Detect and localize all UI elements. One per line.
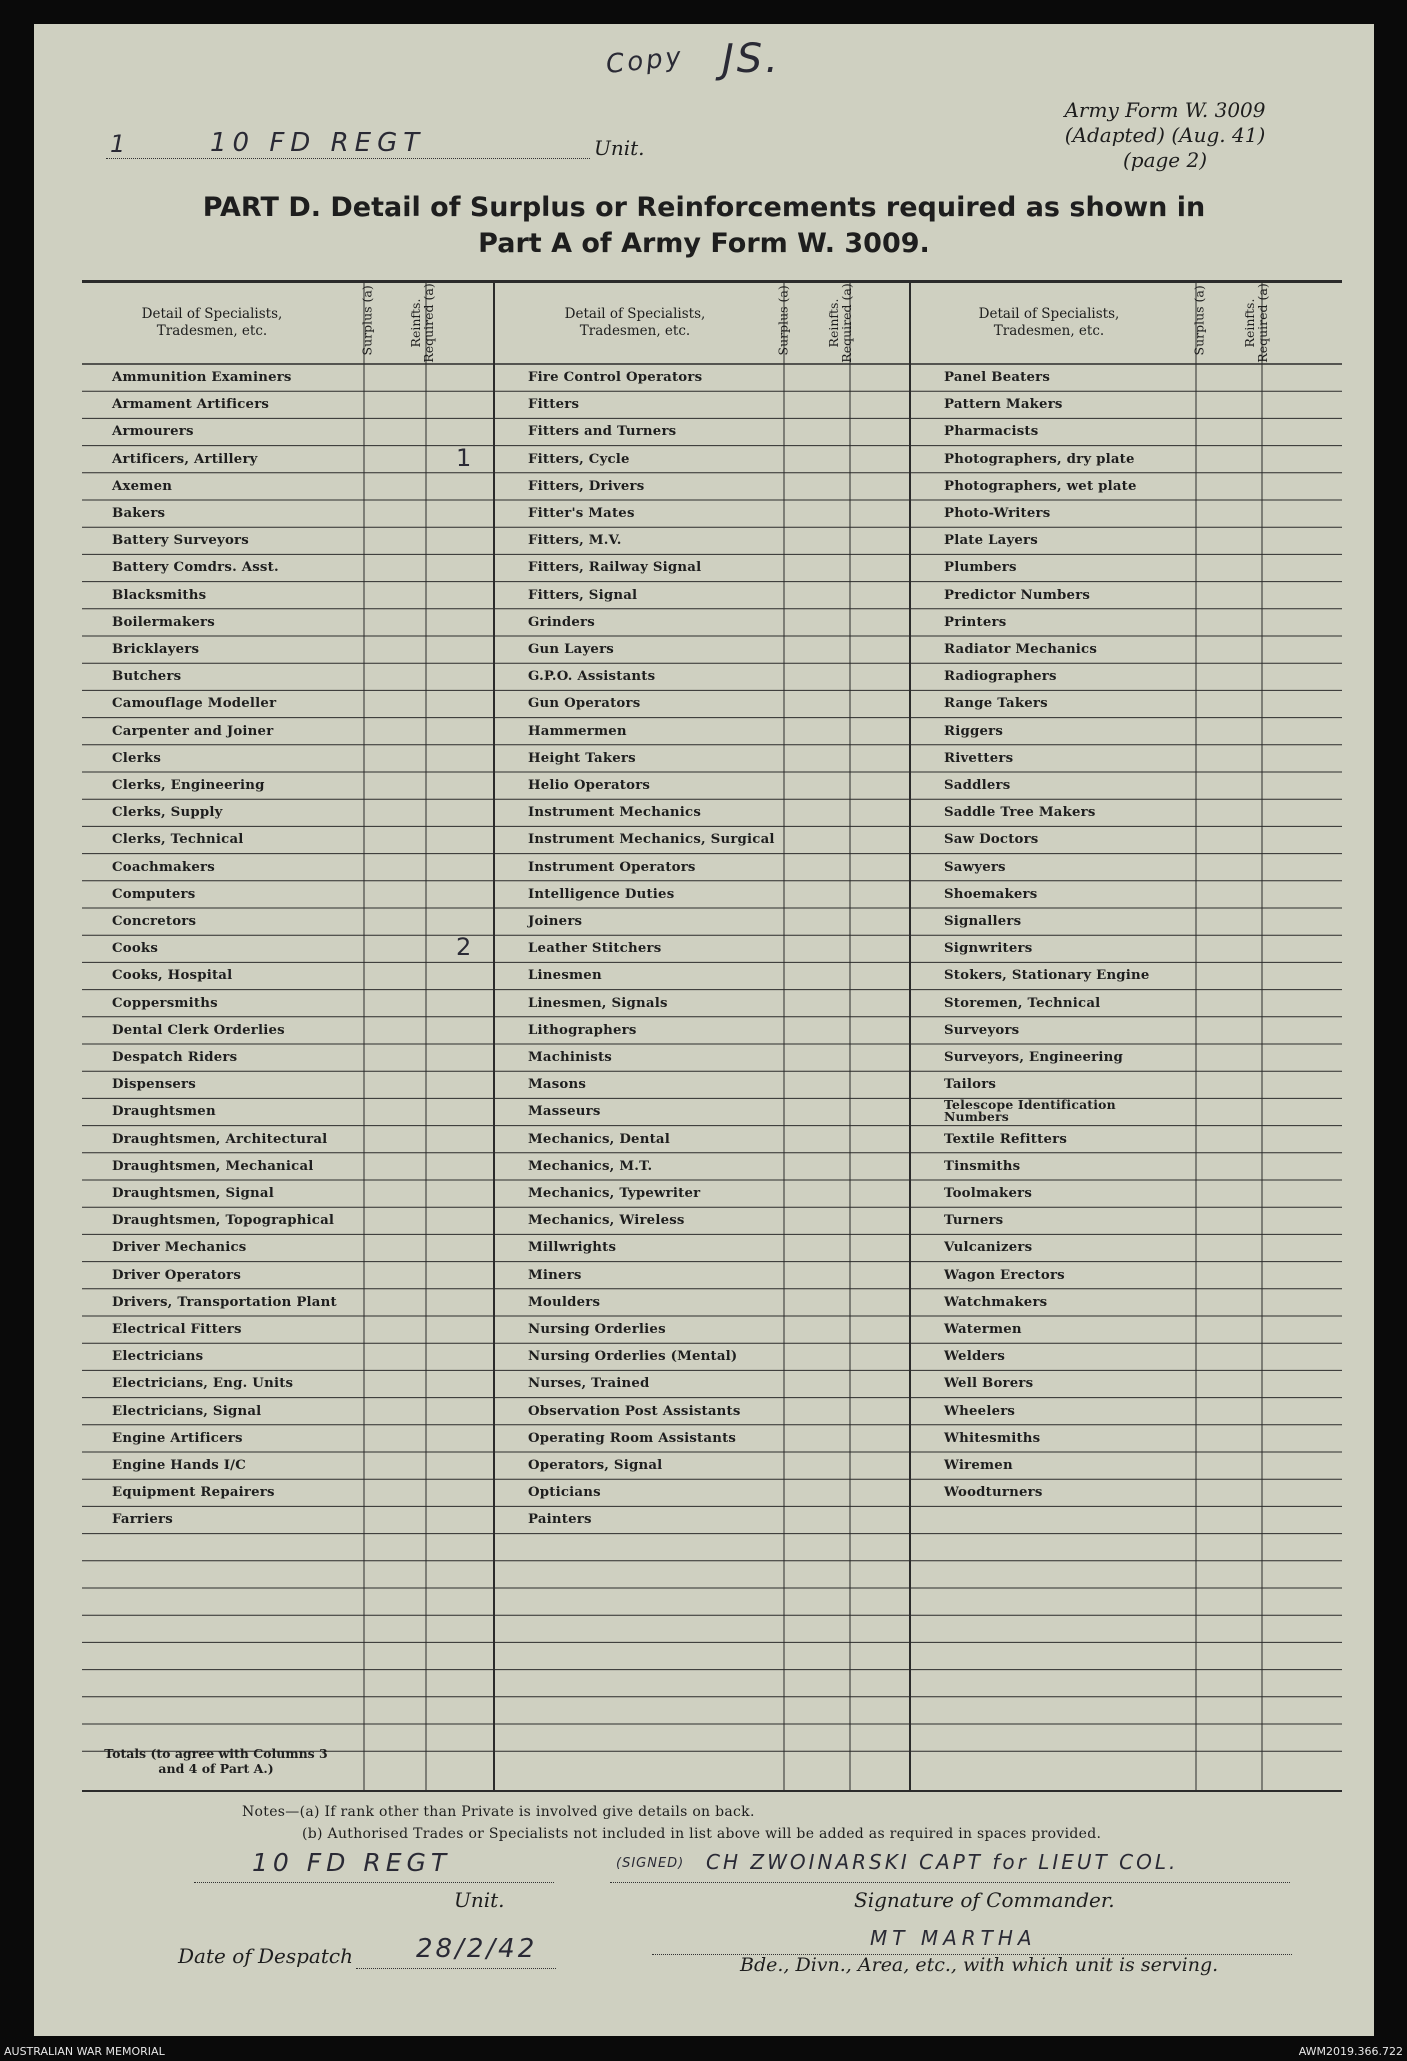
unit-prefix: 1: [110, 130, 129, 158]
trade-row-label: Boilermakers: [112, 614, 215, 630]
trade-row-label: Painters: [528, 1512, 592, 1528]
trade-row-label: Signallers: [944, 914, 1022, 929]
trade-row-label: Clerks, Technical: [112, 832, 244, 848]
trade-row-label: Tailors: [944, 1077, 997, 1093]
trade-row-label: Watchmakers: [944, 1294, 1048, 1310]
trade-row-label: Telescope Identification Numbers: [944, 1097, 1116, 1125]
trade-row-label: Mechanics, Wireless: [528, 1213, 685, 1229]
col-header-2: Detail of Specialists, Tradesmen, etc.: [564, 306, 706, 339]
note-a: Notes—(a) If rank other than Private is involved give details on back.: [242, 1804, 755, 1820]
trade-row-label: Surveyors, Engineering: [944, 1050, 1123, 1065]
trade-row-label: Well Borers: [944, 1376, 1034, 1392]
trade-row-label: Dispensers: [112, 1077, 196, 1093]
unit-dotted-line: [106, 158, 590, 159]
trade-row-label: Linesmen: [528, 968, 602, 984]
trade-row-label: Observation Post Assistants: [528, 1403, 741, 1419]
trade-row-label: Intelligence Duties: [528, 886, 675, 902]
trade-row-label: Equipment Repairers: [112, 1485, 275, 1501]
trade-row-label: Saddle Tree Makers: [944, 805, 1096, 821]
trade-row-label: Hammermen: [528, 723, 627, 739]
footer-unit-line: [194, 1882, 554, 1883]
trade-row-label: Driver Mechanics: [112, 1240, 247, 1256]
trade-row-label: Gun Layers: [528, 642, 614, 657]
signature-value: CH ZWOINARSKI CAPT for LIEUT COL.: [706, 1850, 1179, 1874]
trade-row-label: Draughtsmen, Mechanical: [112, 1158, 314, 1174]
trade-row-label: Saddlers: [944, 778, 1011, 793]
trade-row-label: Computers: [112, 886, 196, 902]
trade-row-label: Coppersmiths: [112, 995, 218, 1011]
trade-row-label: Driver Operators: [112, 1267, 242, 1283]
form-ref-line-2: (Adapted) (Aug. 41): [1064, 123, 1266, 147]
trade-row-label: Clerks, Supply: [112, 805, 223, 821]
trade-row-label: Miners: [528, 1267, 582, 1283]
trade-row-label: Draughtsmen, Topographical: [112, 1213, 335, 1229]
trade-row-label: Fitter's Mates: [528, 506, 635, 521]
trade-row-label: Electricians, Eng. Units: [112, 1376, 294, 1392]
trade-row-label: Storemen, Technical: [944, 995, 1101, 1011]
trade-row-label: Machinists: [528, 1050, 612, 1065]
trade-row-label: Panel Beaters: [944, 370, 1051, 385]
trade-row-label: Masseurs: [528, 1104, 601, 1120]
trade-row-label: Wagon Erectors: [944, 1267, 1065, 1283]
col-header-3: Detail of Specialists, Tradesmen, etc.: [978, 306, 1120, 339]
trade-row-label: Moulders: [528, 1294, 601, 1310]
trade-row-label: Plate Layers: [944, 533, 1038, 549]
trade-row-label: Photographers, wet plate: [944, 478, 1137, 494]
trade-row-label: Butchers: [112, 669, 182, 685]
trade-row-label: Saw Doctors: [944, 832, 1039, 848]
trade-row-label: Carpenter and Joiner: [112, 723, 274, 739]
trade-row-label: Radiographers: [944, 669, 1057, 685]
trade-row-label: Farriers: [112, 1512, 173, 1528]
trade-row-label: Opticians: [528, 1485, 601, 1501]
trade-row-label: Clerks, Engineering: [112, 778, 265, 793]
trade-row-label: Woodturners: [944, 1485, 1043, 1501]
trade-row-label: Draughtsmen, Signal: [112, 1186, 274, 1201]
trade-row-label: Surveyors: [944, 1022, 1020, 1038]
title-line-2: Part A of Army Form W. 3009.: [478, 228, 930, 259]
trade-row-label: Electricians: [112, 1349, 204, 1365]
trade-row-label: Axemen: [112, 478, 173, 494]
trade-row-label: Pattern Makers: [944, 397, 1063, 413]
form-ref-line-3: (page 2): [1122, 148, 1208, 172]
trade-row-label: Draughtsmen, Architectural: [112, 1131, 328, 1147]
trade-row-label: Wheelers: [944, 1403, 1016, 1419]
trade-row-label: Stokers, Stationary Engine: [944, 968, 1150, 984]
surplus-header-3: Surplus (a): [1191, 285, 1207, 356]
surplus-header-2: Surplus (a): [775, 285, 791, 356]
title-line-1: PART D. Detail of Surplus or Reinforcements required as shown in: [202, 192, 1206, 223]
trade-row-label: Riggers: [944, 723, 1004, 739]
footer-unit-label: Unit.: [454, 1888, 505, 1912]
form-reference: [1030, 98, 1300, 173]
area-label: Bde., Divn., Area, etc., with which unit is serving.: [740, 1954, 1219, 1976]
trade-row-label: Masons: [528, 1077, 587, 1093]
trade-row-label: Instrument Mechanics, Surgical: [528, 832, 775, 848]
signed-prefix: (SIGNED): [616, 1856, 685, 1871]
trade-row-label: Bakers: [112, 506, 166, 521]
reinforcement-entry: 1: [456, 443, 472, 472]
trade-row-label: Linesmen, Signals: [528, 995, 668, 1011]
trade-row-label: Sawyers: [944, 859, 1006, 875]
trade-row-label: Fitters, Railway Signal: [528, 560, 702, 576]
trade-row-label: Rivetters: [944, 750, 1014, 766]
area-value: MT MARTHA: [870, 1926, 1037, 1950]
trade-row-label: Fire Control Operators: [528, 370, 703, 385]
trade-row-label: Operating Room Assistants: [528, 1430, 737, 1446]
signature-label: Signature of Commander.: [854, 1888, 1115, 1912]
trade-row-label: Instrument Operators: [528, 859, 696, 875]
archive-accession: AWM2019.366.722: [1298, 2045, 1403, 2058]
trade-row-label: Cooks, Hospital: [112, 968, 233, 984]
trade-row-label: Whitesmiths: [944, 1430, 1041, 1446]
date-value: 28/2/42: [416, 1934, 538, 1964]
date-line: [356, 1968, 556, 1969]
trade-row-label: Signwriters: [944, 941, 1033, 957]
trade-row-label: Welders: [944, 1349, 1006, 1365]
trade-row-label: Helio Operators: [528, 778, 651, 793]
trade-row-label: Nurses, Trained: [528, 1376, 650, 1392]
form-sheet: [34, 24, 1374, 2036]
trade-row-label: Fitters: [528, 397, 580, 413]
trade-row-label: Operators, Signal: [528, 1458, 663, 1473]
trade-row-label: Pharmacists: [944, 424, 1039, 440]
trade-row-label: Instrument Mechanics: [528, 805, 702, 821]
trade-row-label: Photo-Writers: [944, 506, 1051, 521]
trade-row-label: Fitters, Signal: [528, 587, 638, 603]
date-label: Date of Despatch: [178, 1944, 353, 1968]
trade-row-label: Armourers: [112, 424, 194, 440]
totals-label: Totals (to agree with Columns 3 and 4 of Part A.): [104, 1746, 328, 1776]
trade-row-label: Millwrights: [528, 1240, 617, 1256]
trade-row-label: Mechanics, M.T.: [528, 1158, 653, 1174]
trade-row-label: Predictor Numbers: [944, 587, 1091, 603]
trade-row-label: Plumbers: [944, 560, 1017, 576]
trade-row-label: Bricklayers: [112, 642, 200, 657]
trade-row-label: Shoemakers: [944, 886, 1038, 902]
trade-row-label: Electricians, Signal: [112, 1403, 262, 1419]
trade-row-label: Draughtsmen: [112, 1104, 216, 1120]
trade-row-label: Ammunition Examiners: [112, 370, 292, 385]
trade-row-label: Textile Refitters: [944, 1131, 1068, 1147]
trade-row-label: Range Takers: [944, 696, 1048, 712]
trade-row-label: Vulcanizers: [944, 1240, 1033, 1256]
archive-credit: AUSTRALIAN WAR MEMORIAL: [4, 2045, 165, 2058]
specialists-table: [82, 280, 1342, 1792]
trade-row-label: Electrical Fitters: [112, 1322, 242, 1337]
initials-mark: JS.: [722, 36, 781, 82]
reinforcement-entry: 2: [456, 933, 472, 962]
trade-row-label: Fitters, Cycle: [528, 451, 630, 467]
trade-row-label: G.P.O. Assistants: [528, 669, 656, 685]
trade-row-label: Nursing Orderlies (Mental): [528, 1349, 738, 1365]
trade-row-label: Fitters, M.V.: [528, 533, 622, 549]
trade-row-label: Radiator Mechanics: [944, 642, 1098, 657]
trade-row-label: Artificers, Artillery: [112, 451, 258, 467]
reinf-header-2: Reinfts. Required (a): [826, 283, 854, 363]
trade-row-label: Printers: [944, 614, 1007, 630]
note-b: (b) Authorised Trades or Specialists not included in list above will be added as required in spaces provided.: [302, 1826, 1102, 1842]
footer-unit-value: 10 FD REGT: [252, 1848, 452, 1877]
trade-row-label: Drivers, Transportation Plant: [112, 1294, 337, 1310]
trade-row-label: Grinders: [528, 614, 595, 630]
trade-row-label: Concretors: [112, 914, 197, 929]
trade-row-label: Turners: [944, 1213, 1004, 1229]
trade-row-label: Despatch Riders: [112, 1050, 238, 1065]
signature-line: [610, 1882, 1290, 1883]
trade-row-label: Nursing Orderlies: [528, 1322, 666, 1337]
trade-row-label: Tinsmiths: [944, 1158, 1021, 1174]
archive-bar: [0, 2043, 1407, 2061]
trade-row-label: Battery Comdrs. Asst.: [112, 560, 279, 576]
trade-row-label: Mechanics, Typewriter: [528, 1186, 701, 1201]
trade-row-label: Blacksmiths: [112, 587, 207, 603]
trade-row-label: Clerks: [112, 750, 161, 766]
trade-row-label: Coachmakers: [112, 859, 215, 875]
trade-row-label: Mechanics, Dental: [528, 1131, 670, 1147]
trade-row-label: Armament Artificers: [112, 397, 270, 413]
trade-row-label: Lithographers: [528, 1022, 637, 1038]
trade-row-label: Camouflage Modeller: [112, 696, 277, 712]
trade-row-label: Toolmakers: [944, 1186, 1033, 1201]
copy-mark: Copy: [604, 42, 686, 80]
trade-row-label: Joiners: [528, 914, 583, 929]
unit-value: 10 FD REGT: [210, 128, 426, 158]
trade-row-label: Photographers, dry plate: [944, 451, 1135, 467]
col-header-1: Detail of Specialists, Tradesmen, etc.: [141, 306, 283, 339]
trade-row-label: Gun Operators: [528, 696, 641, 712]
trade-row-label: Fitters and Turners: [528, 424, 677, 440]
trade-row-label: Watermen: [944, 1322, 1022, 1337]
form-ref-line-1: Army Form W. 3009: [1064, 98, 1266, 122]
trade-row-label: Dental Clerk Orderlies: [112, 1022, 285, 1038]
trade-row-label: Height Takers: [528, 750, 636, 766]
trade-row-label: Wiremen: [944, 1458, 1013, 1473]
surplus-header-1: Surplus (a): [359, 285, 375, 356]
trade-row-label: Battery Surveyors: [112, 533, 249, 549]
reinf-header-1: Reinfts. Required (a): [408, 283, 436, 363]
trade-row-label: Engine Artificers: [112, 1430, 243, 1446]
trade-row-label: Leather Stitchers: [528, 941, 662, 957]
trade-row-label: Fitters, Drivers: [528, 478, 645, 494]
reinf-header-3: Reinfts. Required (a): [1242, 283, 1270, 363]
unit-label: Unit.: [594, 136, 645, 160]
trade-row-label: Engine Hands I/C: [112, 1458, 247, 1473]
page-title: [34, 190, 1374, 262]
trade-row-label: Cooks: [112, 941, 159, 957]
